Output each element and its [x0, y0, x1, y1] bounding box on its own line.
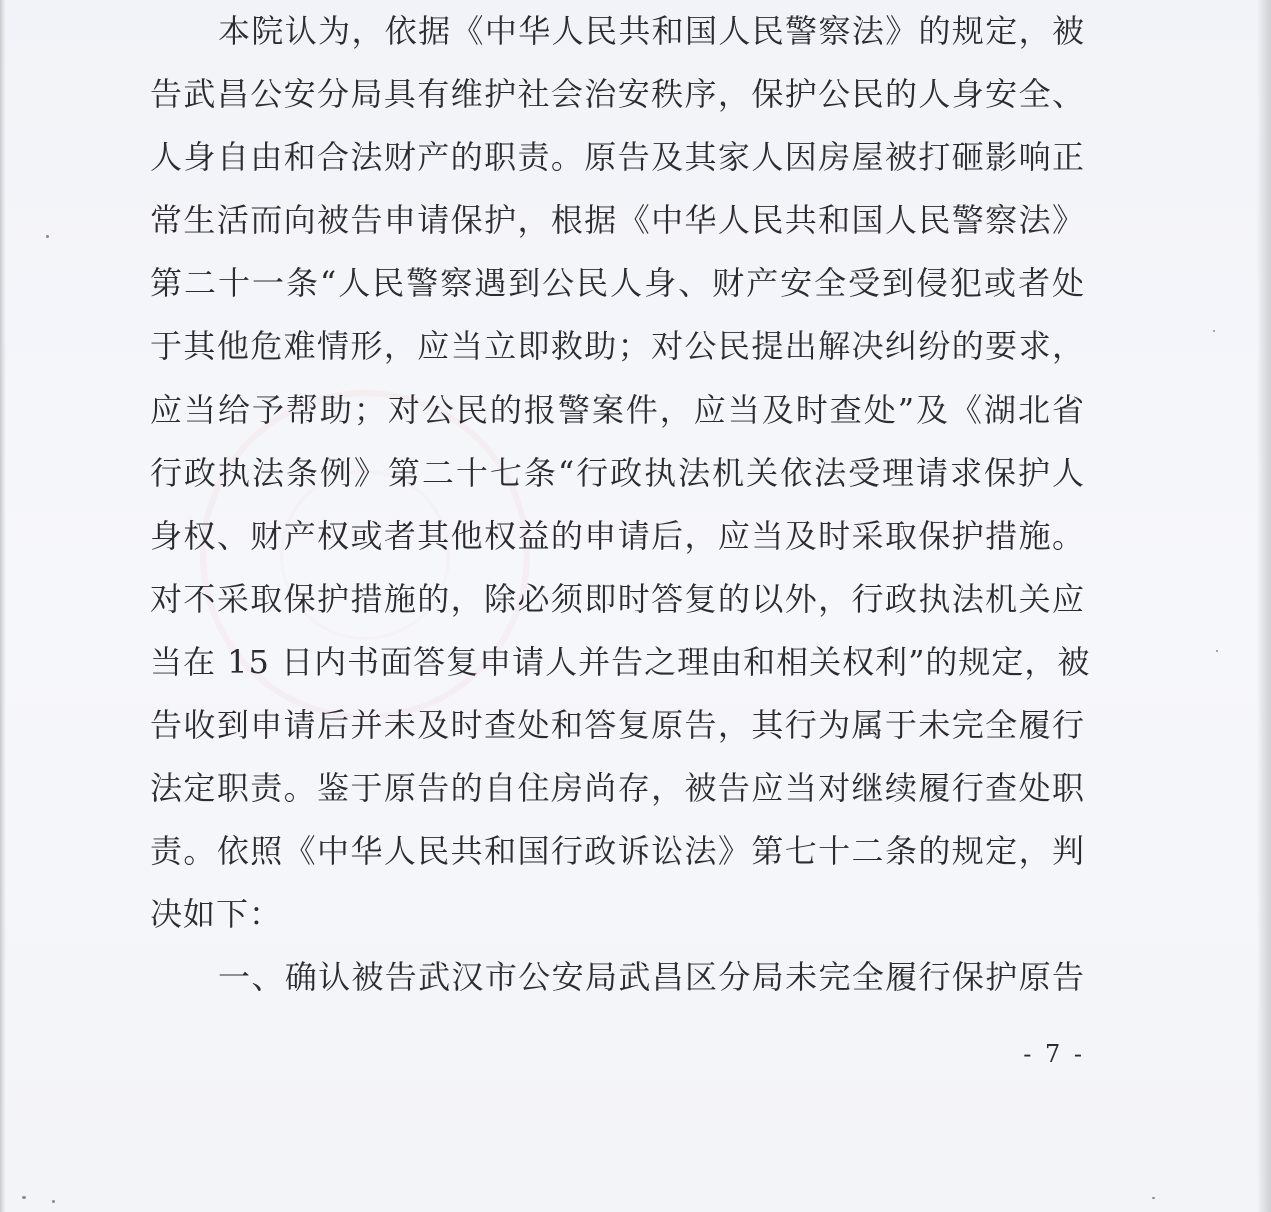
paragraph-line: 常生活而向被告申请保护，根据《中华人民共和国人民警察法》	[150, 201, 1085, 240]
paragraph-line: 当在 15 日内书面答复申请人并告之理由和相关权利”的规定，被	[150, 642, 1091, 681]
paragraph-line: 告武昌公安分局具有维护社会治安秩序，保护公民的人身安全、	[150, 75, 1085, 114]
page-number: - 7 -	[1023, 1040, 1085, 1068]
paragraph-line: 一、确认被告武汉市公安局武昌区分局未完全履行保护原告	[218, 958, 1085, 997]
paragraph-line: 告收到申请后并未及时查处和答复原告，其行为属于未完全履行	[150, 706, 1085, 745]
paragraph-line: 行政执法条例》第二十七条“行政执法机关依法受理请求保护人	[150, 453, 1085, 492]
paragraph-line: 第二十一条“人民警察遇到公民人身、财产安全受到侵犯或者处	[150, 264, 1085, 303]
paragraph-line: 于其他危难情形，应当立即救助；对公民提出解决纠纷的要求，	[150, 327, 1085, 366]
scan-speck	[52, 1200, 55, 1203]
scan-left-edge	[0, 0, 6, 1212]
paragraph-line: 对不采取保护措施的，除必须即时答复的以外，行政执法机关应	[150, 579, 1085, 618]
scan-speck	[46, 235, 49, 238]
paragraph-line: 本院认为，依据《中华人民共和国人民警察法》的规定，被	[218, 12, 1085, 50]
scan-speck	[1213, 330, 1215, 332]
scan-speck	[1152, 1197, 1155, 1199]
paragraph-line: 人身自由和合法财产的职责。原告及其家人因房屋被打砸影响正	[150, 138, 1085, 177]
scan-speck	[22, 1196, 26, 1199]
paragraph-line: 应当给予帮助；对公民的报警案件，应当及时查处”及《湖北省	[150, 390, 1085, 429]
paragraph-line: 身权、财产权或者其他权益的申请后，应当及时采取保护措施。	[150, 516, 1085, 555]
scan-speck	[1216, 650, 1218, 652]
judgment-body-text	[150, 0, 1091, 1010]
paragraph-line: 法定职责。鉴于原告的自住房尚存，被告应当对继续履行查处职	[150, 769, 1085, 808]
paragraph-line: 决如下：	[150, 895, 283, 934]
paragraph-line: 责。依照《中华人民共和国行政诉讼法》第七十二条的规定，判	[150, 832, 1085, 871]
scan-right-edge	[1257, 0, 1271, 1212]
